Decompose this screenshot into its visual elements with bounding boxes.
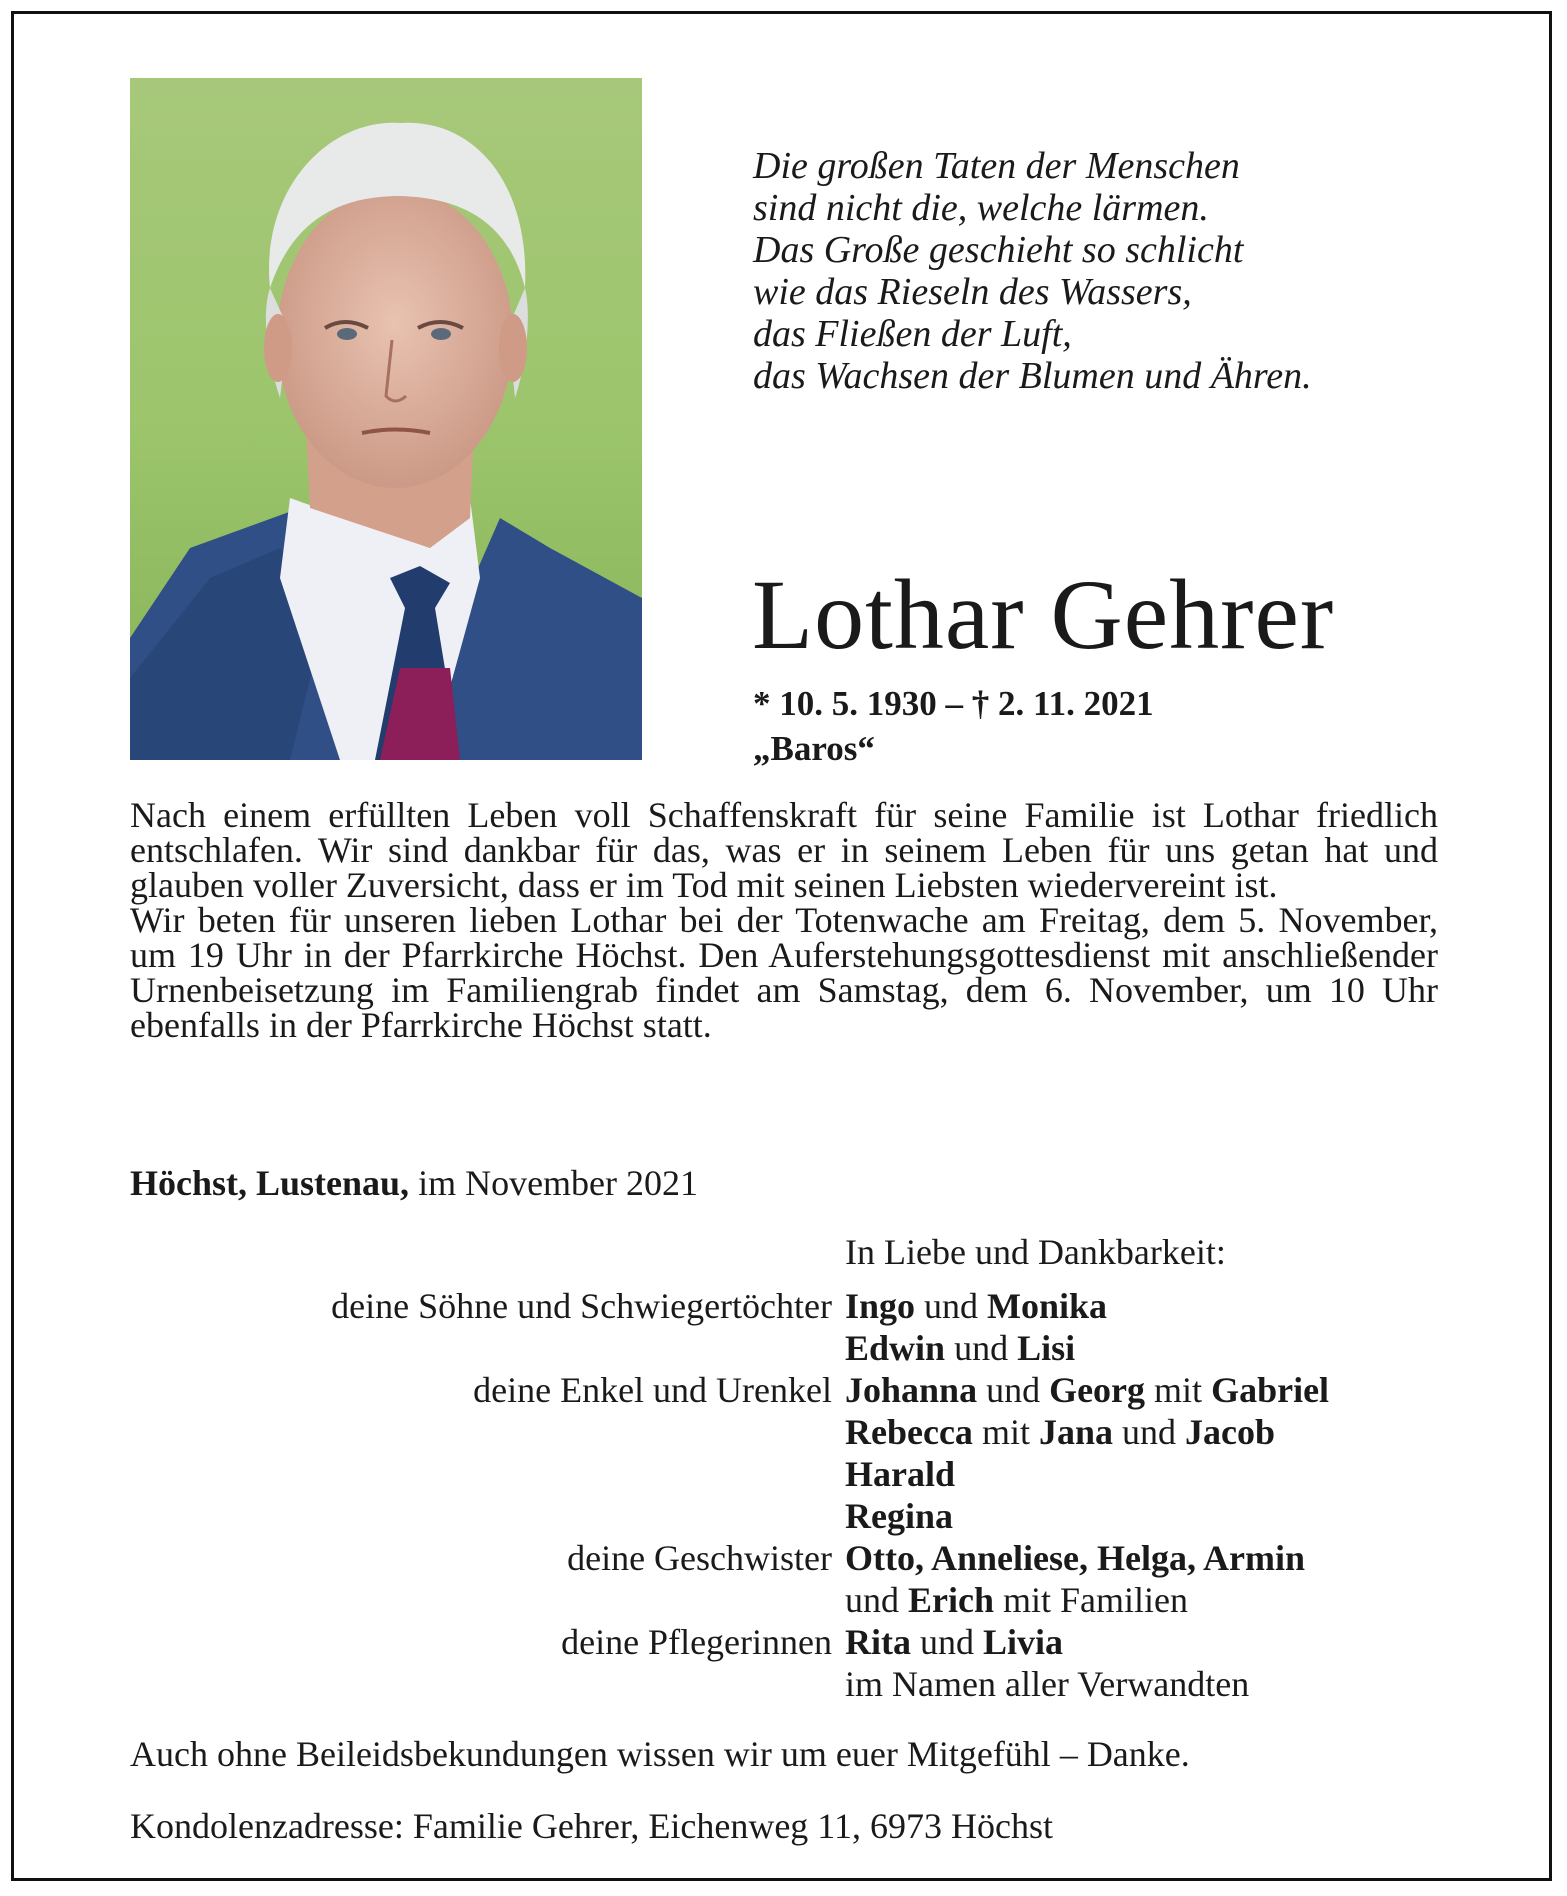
family-row bbox=[0, 1369, 1567, 1411]
poem-line: Die großen Taten der Menschen bbox=[753, 145, 1240, 187]
family-names: Rebecca mit Jana und Jacob bbox=[845, 1412, 1275, 1452]
life-dates: * 10. 5. 1930 – † 2. 11. 2021 bbox=[753, 684, 1154, 723]
family-list bbox=[0, 1285, 1567, 1705]
poem-line: wie das Rieseln des Wassers, bbox=[753, 271, 1192, 313]
deceased-name: Lothar Gehrer bbox=[752, 559, 1335, 670]
obituary-text bbox=[130, 795, 1438, 1045]
family-names: Ingo und Monika bbox=[845, 1286, 1108, 1326]
family-names: Johanna und Georg mit Gabriel bbox=[845, 1370, 1330, 1410]
family-row bbox=[0, 1621, 1567, 1663]
family-names: Harald bbox=[845, 1454, 956, 1494]
family-row bbox=[0, 1495, 1567, 1537]
poem-line: Das Große geschieht so schlicht bbox=[753, 229, 1244, 271]
locations: Höchst, Lustenau, bbox=[130, 1163, 410, 1203]
family-names: und Erich mit Familien bbox=[845, 1580, 1188, 1620]
paragraph-life: Nach einem erfüllten Leben voll Schaffenskraft für seine Familie ist Lothar friedlich entschlafen. Wir sind dankbar für das, was er in seinem Leben für uns getan hat und glauben voller Zuversicht, dass er im Tod mit seinen Liebsten wiedervereint ist. bbox=[130, 795, 1438, 905]
family-row bbox=[0, 1285, 1567, 1327]
family-row bbox=[0, 1411, 1567, 1453]
family-row bbox=[0, 1537, 1567, 1579]
poem-line: sind nicht die, welche lärmen. bbox=[753, 187, 1209, 229]
poem-line: das Fließen der Luft, bbox=[753, 313, 1072, 355]
nickname: „Baros“ bbox=[753, 729, 875, 768]
closing-note: Auch ohne Beileidsbekundungen wissen wir um euer Mitgefühl – Danke. bbox=[130, 1734, 1190, 1774]
family-names: Rita und Livia bbox=[845, 1622, 1064, 1662]
family-row bbox=[0, 1327, 1567, 1369]
portrait-photo bbox=[130, 78, 642, 760]
family-row bbox=[0, 1579, 1567, 1621]
poem bbox=[753, 145, 1473, 397]
month-year: im November 2021 bbox=[418, 1163, 699, 1203]
place-date-line bbox=[130, 1163, 698, 1203]
family-names: Regina bbox=[845, 1496, 953, 1536]
condolence-address: Kondolenzadresse: Familie Gehrer, Eichenweg 11, 6973 Höchst bbox=[130, 1806, 1053, 1846]
family-row bbox=[0, 1663, 1567, 1705]
family-label: deine Geschwister bbox=[567, 1538, 832, 1578]
family-label: deine Pflegerinnen bbox=[561, 1622, 832, 1662]
family-names: im Namen aller Verwandten bbox=[845, 1664, 1250, 1704]
thanks-heading: In Liebe und Dankbarkeit: bbox=[845, 1232, 1226, 1272]
family-label: deine Enkel und Urenkel bbox=[473, 1370, 832, 1410]
family-label: deine Söhne und Schwiegertöchter bbox=[331, 1286, 832, 1326]
paragraph-services: Wir beten für unseren lieben Lothar bei der Totenwache am Freitag, dem 5. November, um 19 Uhr in der Pfarrkirche Höchst. Den Auferstehungsgottesdienst mit anschließender Urnenbeisetzung im Familiengrab findet am Samstag, dem 6. November, um 10 Uhr ebenfalls in der Pfarrkirche Höchst statt. bbox=[130, 900, 1438, 1045]
family-names: Edwin und Lisi bbox=[845, 1328, 1076, 1368]
poem-line: das Wachsen der Blumen und Ähren. bbox=[753, 355, 1312, 397]
family-names: Otto, Anneliese, Helga, Armin bbox=[845, 1538, 1305, 1578]
family-row bbox=[0, 1453, 1567, 1495]
